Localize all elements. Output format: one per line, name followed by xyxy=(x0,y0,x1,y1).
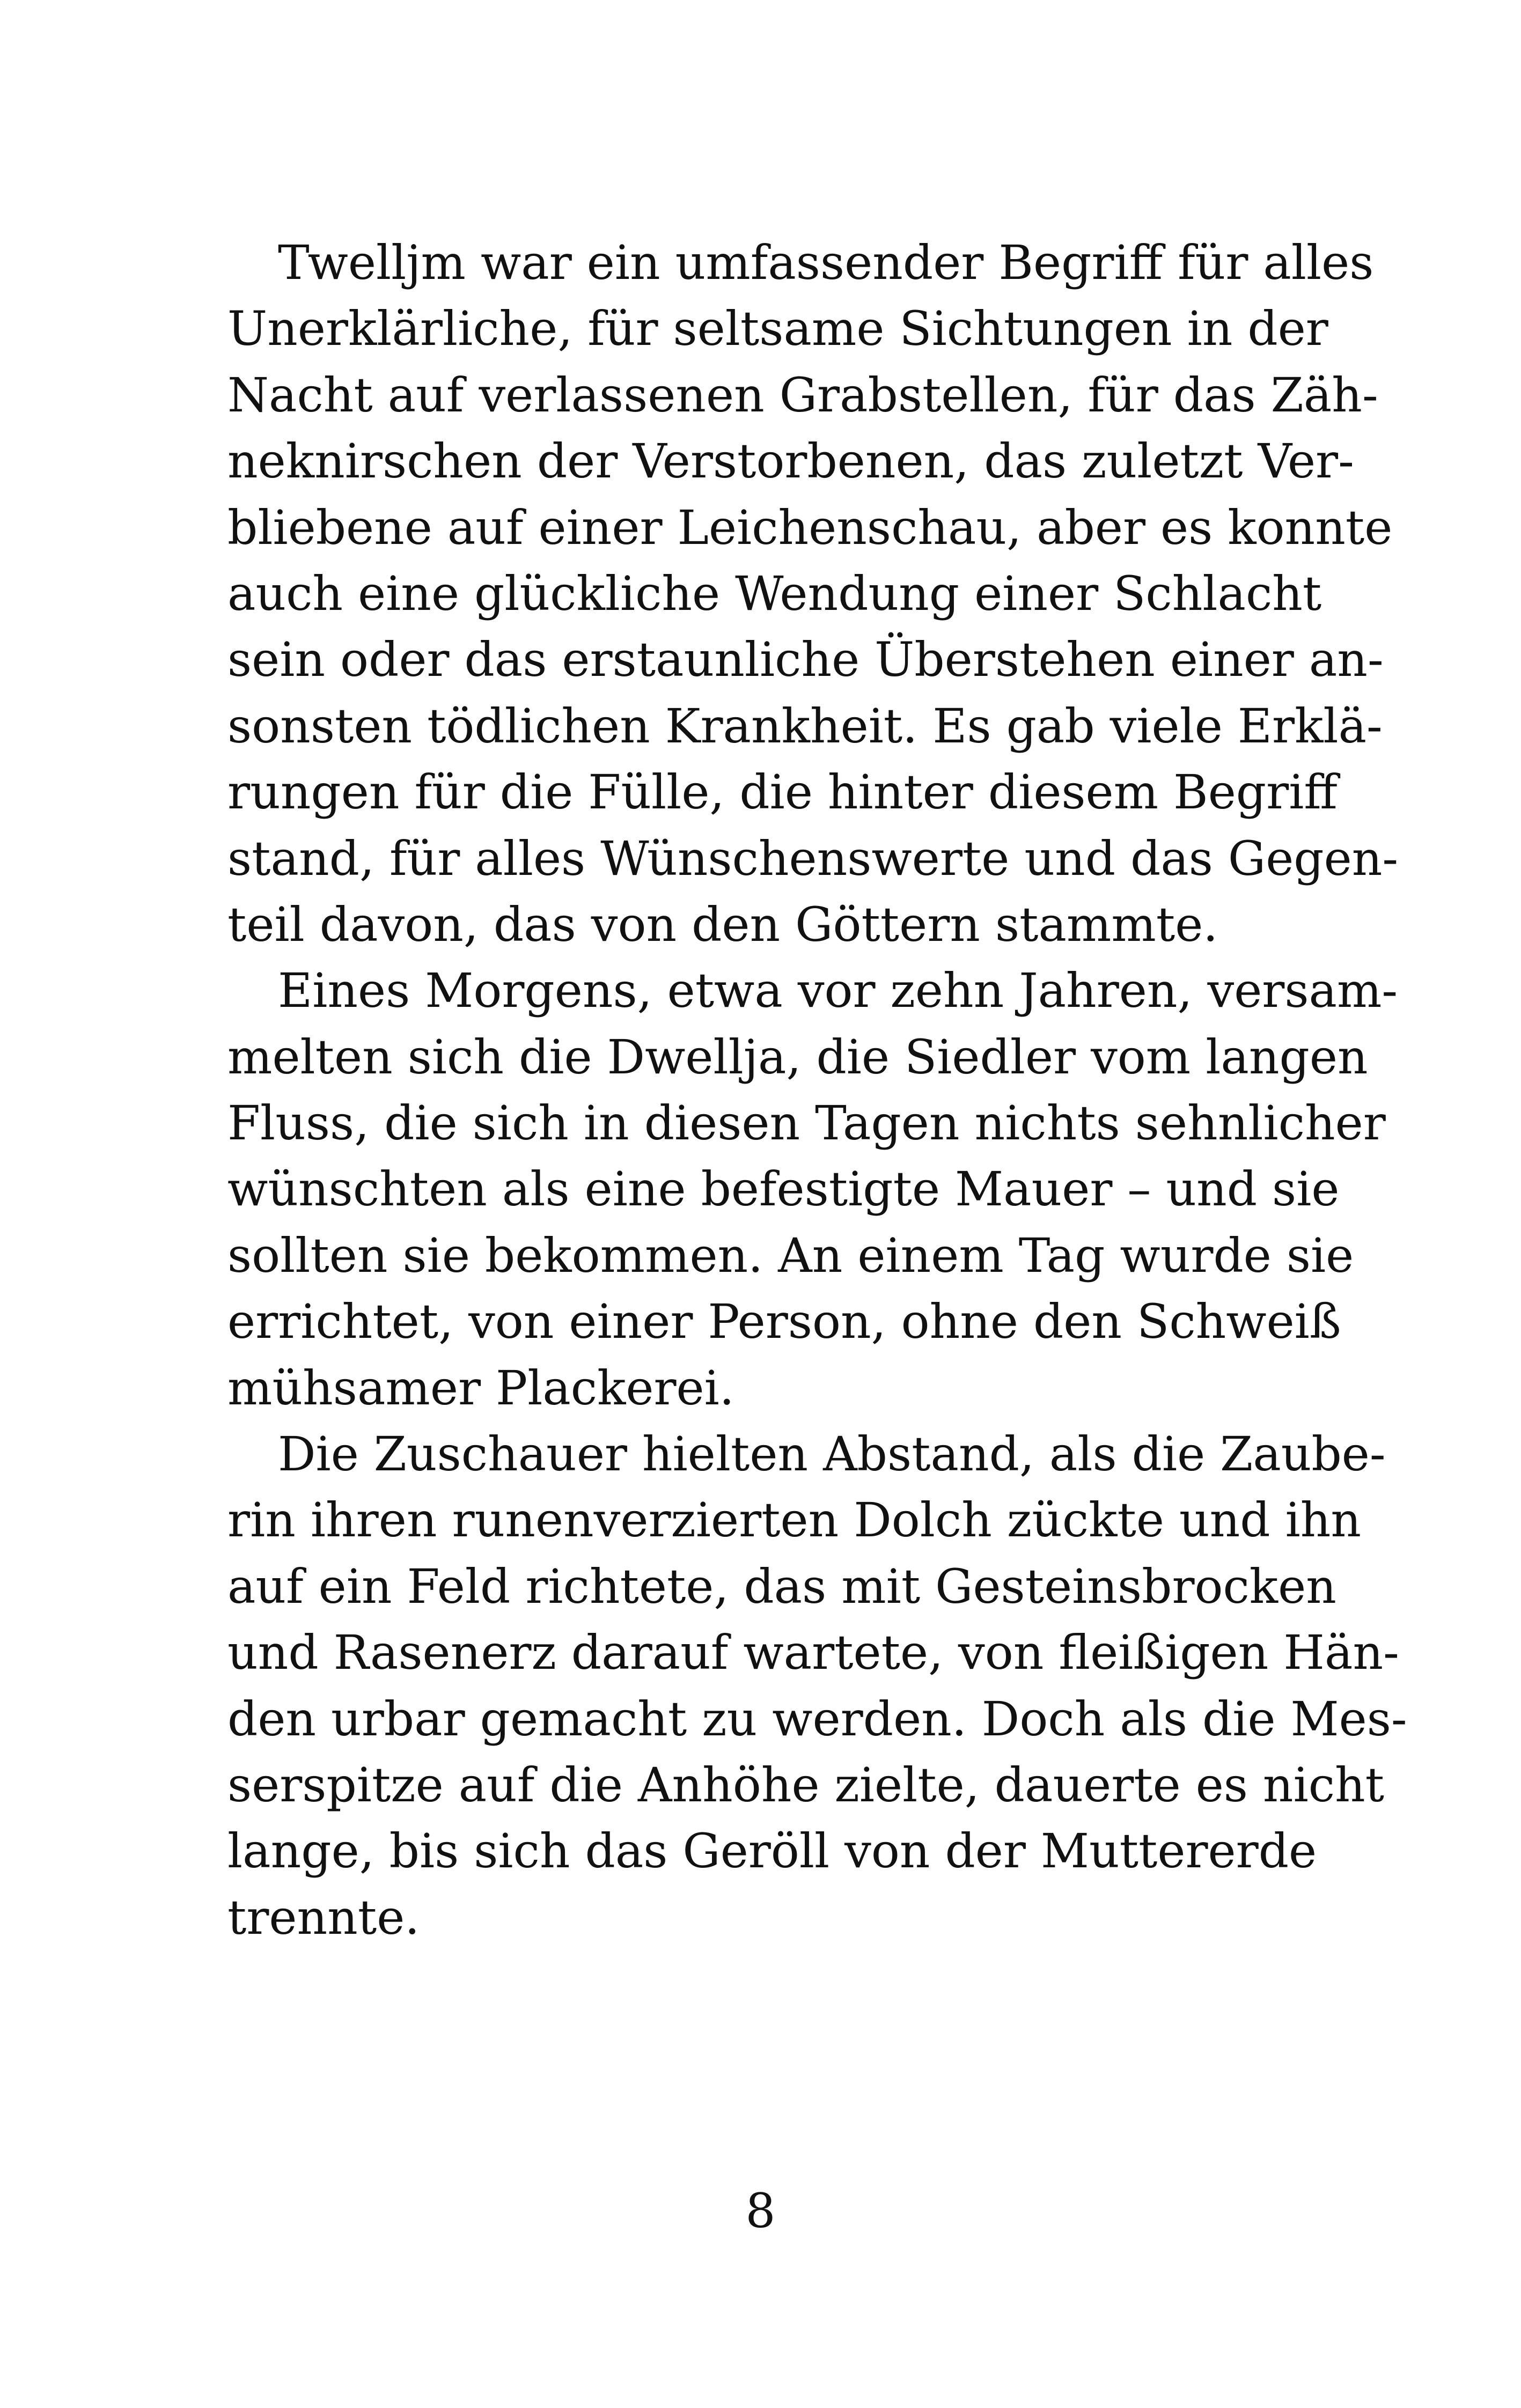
text-line: und Rasenerz darauf wartete, von fleißigen Hän- xyxy=(227,1625,1399,1681)
text-line: sein oder das erstaunliche Überstehen einer an- xyxy=(227,632,1384,688)
text-line: rin ihren runenverzierten Dolch zückte und ihn xyxy=(227,1492,1362,1548)
text-line: lange, bis sich das Geröll von der Muttererde xyxy=(227,1823,1317,1879)
text-line: auch eine glückliche Wendung einer Schlacht xyxy=(227,565,1322,621)
text-line: Fluss, die sich in diesen Tagen nichts sehnlicher xyxy=(227,1095,1386,1151)
text-line: sonsten tödlichen Krankheit. Es gab viele Erklä- xyxy=(227,698,1383,754)
text-line: den urbar gemacht zu werden. Doch als die Mes- xyxy=(227,1691,1407,1747)
text-line: Eines Morgens, etwa vor zehn Jahren, versam- xyxy=(278,963,1398,1019)
text-line: Nacht auf verlassenen Grabstellen, für das Zäh- xyxy=(227,367,1378,423)
text-line: rungen für die Fülle, die hinter diesem Begriff xyxy=(227,764,1338,820)
text-line: bliebene auf einer Leichenschau, aber es konnte xyxy=(227,499,1393,555)
text-line: neknirschen der Verstorbenen, das zuletzt Ver- xyxy=(227,433,1354,489)
text-line: auf ein Feld richtete, das mit Gesteinsbrocken xyxy=(227,1558,1336,1614)
text-line: sollten sie bekommen. An einem Tag wurde sie xyxy=(227,1227,1354,1283)
body-text xyxy=(227,230,1407,1950)
text-line: Twelljm war ein umfassender Begriff für alles xyxy=(278,235,1374,290)
text-line: melten sich die Dwellja, die Siedler vom langen xyxy=(227,1029,1368,1085)
page-number: 8 xyxy=(745,2183,776,2238)
text-line: Unerklärliche, für seltsame Sichtungen in der xyxy=(227,301,1328,357)
paragraph-1 xyxy=(227,230,1399,958)
text-line: wünschten als eine befestigte Mauer – und sie xyxy=(227,1161,1340,1217)
paragraph-3 xyxy=(227,1421,1407,1950)
text-line: mühsamer Plackerei. xyxy=(227,1360,734,1416)
text-line: Die Zuschauer hielten Abstand, als die Zaube- xyxy=(278,1426,1386,1482)
text-line: stand, für alles Wünschenswerte und das Gegen- xyxy=(227,830,1399,886)
text-line: trennte. xyxy=(227,1889,420,1945)
text-line: errichtet, von einer Person, ohne den Schweiß xyxy=(227,1294,1341,1350)
text-line: serspitze auf die Anhöhe zielte, dauerte es nicht xyxy=(227,1757,1385,1813)
paragraph-2 xyxy=(227,958,1398,1421)
text-line: teil davon, das von den Göttern stammte. xyxy=(227,896,1218,952)
